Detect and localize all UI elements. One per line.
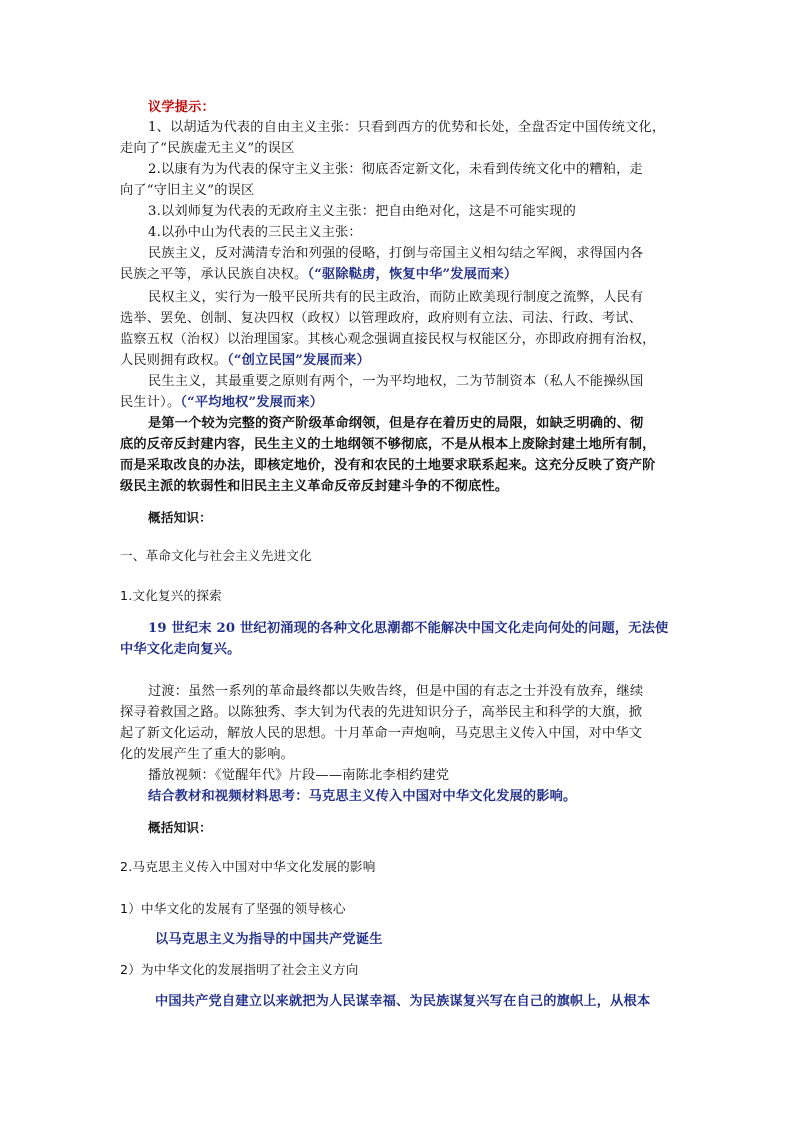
- minquan-line-4: [120, 351, 370, 371]
- section-title: 一、革命文化与社会主义先进文化: [120, 548, 312, 563]
- subsection-1-title: 1.文化复兴的探索: [120, 588, 222, 603]
- hint-point-1-line-1: 1、以胡适为代表的自由主义主张：只看到西方的优势和长处，全盘否定中国传统文化，: [148, 120, 666, 135]
- minquan-text: 人民则拥有政权。: [120, 353, 228, 368]
- minsheng-line-2: [120, 393, 323, 413]
- conclusion-line-2: 中华文化走向复兴。: [120, 642, 241, 657]
- transition-line-1: 过渡：虽然一系列的革命最终都以失败告终，但是中国的有志之士并没有放弃，继续: [148, 684, 644, 699]
- point-2-title: 2）为中华文化的发展指明了社会主义方向: [120, 962, 359, 977]
- hint-point-2-line-2: 向了“守旧主义”的误区: [120, 183, 255, 198]
- subsection-2-title: 2.马克思主义传入中国对中华文化发展的影响: [120, 859, 376, 874]
- point-1-detail: 以马克思主义为指导的中国共产党诞生: [155, 932, 383, 947]
- minsheng-line-1: 民生主义，其最重要之原则有两个，一为平均地权，二为节制资本（私人不能操纵国: [148, 374, 644, 389]
- minquan-line-3: 监察五权（治权）以治理国家。其核心观念强调直接民权与权能区分，亦即政府拥有治权，: [120, 332, 656, 347]
- minquan-line-2: 选举、罢免、创制、复决四权（政权）以管理政府，政府则有立法、司法、行政、考试、: [120, 311, 643, 326]
- hint-point-3: 3.以刘师复为代表的无政府主义主张：把自由绝对化，这是不可能实现的: [148, 204, 576, 219]
- hint-point-2-line-1: 2.以康有为为代表的保守主义主张：彻底否定新文化，未看到传统文化中的糟粕，走: [148, 162, 643, 177]
- summary-heading-1: 概括知识：: [148, 510, 212, 525]
- minzu-text: 民族之平等，承认民族自决权。: [120, 267, 308, 282]
- point-2-detail: 中国共产党自建立以来就把为人民谋幸福、为民族谋复兴写在自己的旗帜上，从根本: [155, 994, 651, 1009]
- point-1-title: 1）中华文化的发展有了坚强的领导核心: [120, 901, 346, 916]
- conclusion-line-1: 19 世纪末 20 世纪初涌现的各种文化思潮都不能解决中国文化走向何处的问题，无法使: [148, 621, 669, 636]
- evaluation-line-4: 级民主派的软弱性和旧民主主义革命反帝反封建斗争的不彻底性。: [120, 479, 509, 494]
- minsheng-origin: （“平均地权”发展而来）: [180, 395, 324, 410]
- minzu-origin: （“驱除鞑虏，恢复中华”发展而来）: [307, 267, 518, 282]
- transition-line-3: 起了新文化运动，解放人民的思想。十月革命一声炮响，马克思主义传入中国，对中华文: [120, 726, 643, 741]
- transition-line-4: 化的发展产生了重大的影响。: [120, 747, 295, 762]
- minsheng-text: 民生计）。: [120, 395, 181, 410]
- minquan-line-1: 民权主义，实行为一般平民所共有的民主政治，而防止欧美现行制度之流弊，人民有: [148, 290, 644, 305]
- evaluation-line-1: 是第一个较为完整的资产阶级革命纲领，但是存在着历史的局限，如缺乏明确的、彻: [148, 416, 644, 431]
- minquan-origin: （“创立民国”发展而来）: [227, 353, 370, 368]
- transition-line-2: 探寻着救国之路。以陈独秀、李大钊为代表的先进知识分子，高举民主和科学的大旗，掀: [120, 705, 643, 720]
- evaluation-line-3: 而是采取改良的办法，即核定地价，没有和农民的土地要求联系起来。这充分反映了资产阶: [120, 458, 656, 473]
- minzu-line-2: [120, 265, 517, 285]
- hint-point-4: 4.以孙中山为代表的三民主义主张：: [148, 225, 362, 240]
- hint-title: 议学提示：: [148, 100, 215, 115]
- video-note: 播放视频：《觉醒年代》片段——南陈北李相约建党: [148, 768, 450, 783]
- evaluation-line-2: 底的反帝反封建内容，民生主义的土地纲领不够彻底，不是从根本上废除封建土地所有制，: [120, 437, 656, 452]
- minzu-line-1: 民族主义，反对满清专治和列强的侵略，打倒与帝国主义相勾结之军阀，求得国内各: [148, 246, 644, 261]
- hint-point-1-line-2: 走向了“民族虚无主义”的误区: [120, 141, 295, 156]
- think-prompt: 结合教材和视频材料思考：马克思主义传入中国对中华文化发展的影响。: [148, 789, 577, 804]
- summary-heading-2: 概括知识：: [148, 820, 212, 835]
